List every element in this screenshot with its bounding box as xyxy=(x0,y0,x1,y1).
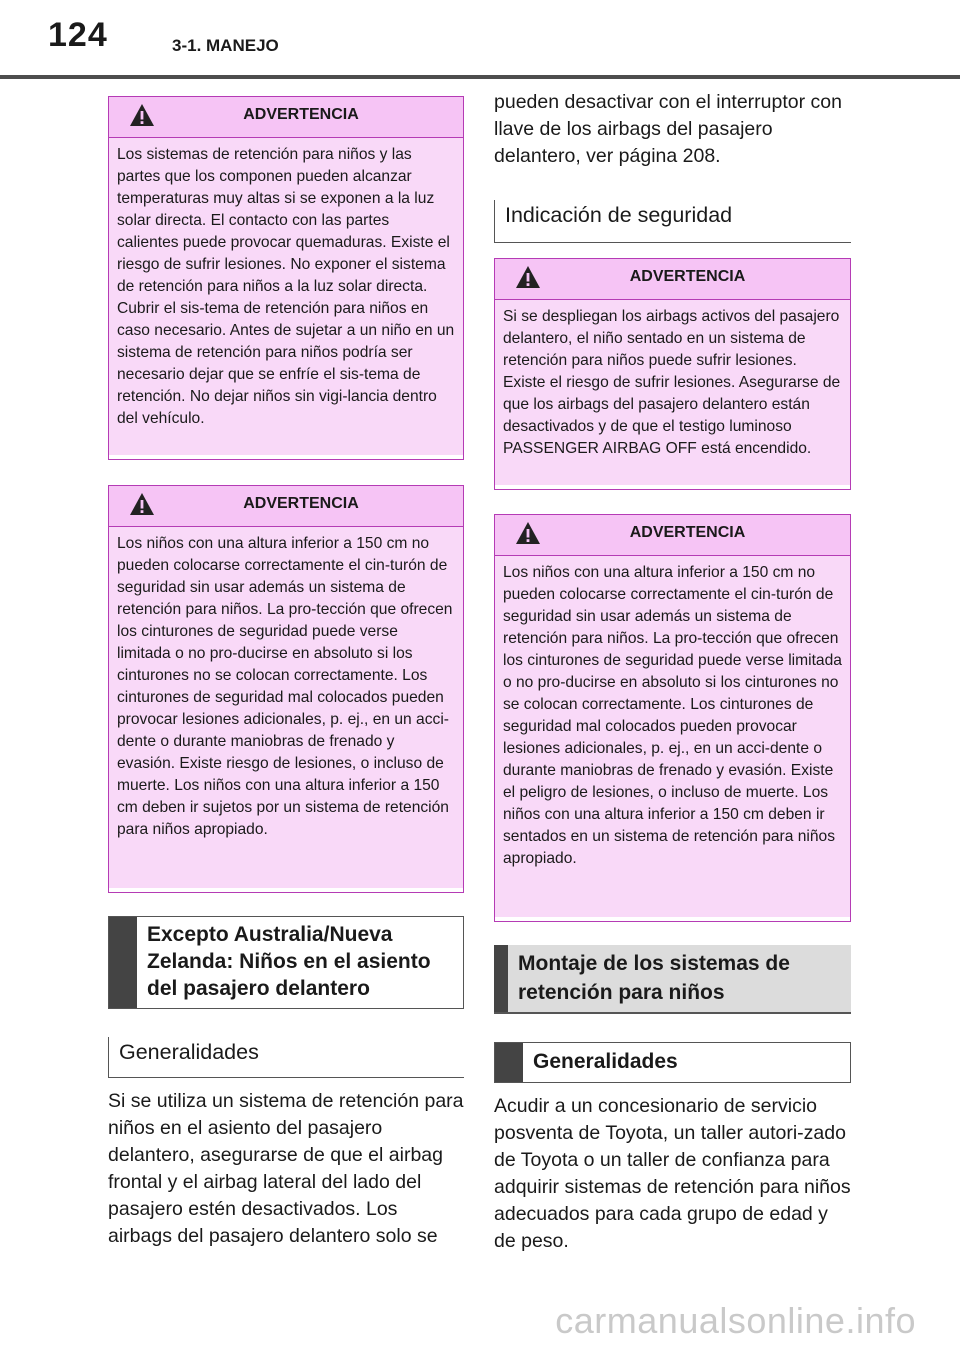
section-heading-text: Excepto Australia/Nueva Zelanda: Niños en el asiento del pasajero delantero xyxy=(147,923,431,1000)
warning-text: Los niños con una altura inferior a 150 cm no pueden colocarse correctamente el cin-turón de seguridad sin usar además un sistema de retención para niños. La pro-tección que ofrecen los cinturones de seguridad puede verse limitada o no pro-ducirse en absoluto si los cinturones no se colocan correctamente. Los cinturones de seguridad mal colocados pueden provocar lesiones adicionales, p. ej., en un acci-dente o durante maniobras de frenado y evasión. Existe el peligro de lesiones, o incluso de muerte. Los niños con una altura inferior a 150 cm deben ir sentados en un sistema de retención para niños apropiado. xyxy=(495,556,850,917)
sub-heading-text: Indicación de seguridad xyxy=(505,203,733,227)
body-paragraph: Acudir a un concesionario de servicio posventa de Toyota, un taller autori-zado de Toyota o un taller de confianza para adquirir sistemas de retención para niños adecuados para cada grupo de edad y de peso. xyxy=(494,1095,851,1252)
header-rule xyxy=(0,75,960,79)
warning-title: ADVERTENCIA xyxy=(243,495,359,512)
page-header xyxy=(0,0,960,80)
section-heading-text: Montaje de los sistemas de retención para niños xyxy=(518,952,790,1004)
warning-header xyxy=(109,486,463,527)
warning-text: Si se despliegan los airbags activos del pasajero delantero, el niño sentado en un sistema de retención para niños puede sufrir lesiones. Existe el riesgo de sufrir lesiones. Asegurarse de que los airbags del pasajero delantero están desactivados y de que el testigo luminoso PASSENGER AIRBAG OFF está encendido. xyxy=(495,300,850,485)
warning-box xyxy=(108,96,464,460)
body-paragraph: pueden desactivar con el interruptor con llave de los airbags del pasajero delantero, ver página 208. xyxy=(494,91,842,167)
sub-heading-text: Generalidades xyxy=(119,1040,259,1064)
warning-header xyxy=(109,97,463,138)
watermark: carmanualsonline.info xyxy=(555,1300,916,1341)
section-heading xyxy=(494,945,851,1014)
section-heading xyxy=(108,916,464,1009)
warning-header xyxy=(495,259,850,300)
warning-text: Los niños con una altura inferior a 150 cm no pueden colocarse correctamente el cin-turón de seguridad sin usar además un sistema de retención para niños. La pro-tección que ofrecen los cinturones de seguridad puede verse limitada o no pro-ducirse en absoluto si los cinturones no se colocan correctamente. Los cinturones de seguridad mal colocados pueden provocar lesiones adicionales, p. ej., en un acci-dente o durante maniobras de frenado y evasión. Existe riesgo de lesiones, o incluso de muerte. Los niños con una altura inferior a 150 cm deben ir sujetos por un sistema de retención para niños apropiado. xyxy=(109,527,463,888)
page-number: 124 xyxy=(48,16,108,54)
warning-text: Los sistemas de retención para niños y las partes que los componen pueden alcanzar temperaturas muy altas si se exponen a la luz solar directa. El contacto con las partes calientes puede provocar quemaduras. Existe el riesgo de sufrir lesiones. No exponer el sistema de retención para niños a la luz solar directa. Cubrir el sis-tema de retención para niños en caso necesario. Antes de sujetar a un niño en un sistema de retención para niños podría ser necesario dejar que se enfríe el sis-tema de retención. No dejar niños sin vigi-lancia dentro del vehículo. xyxy=(109,138,463,455)
sub-heading xyxy=(108,1037,464,1078)
warning-title: ADVERTENCIA xyxy=(243,106,359,123)
sub-heading xyxy=(494,200,851,243)
heading-bar xyxy=(494,945,508,1012)
section-heading-text: Generalidades xyxy=(533,1050,678,1073)
warning-title: ADVERTENCIA xyxy=(629,268,746,285)
section-heading xyxy=(494,1042,851,1083)
heading-bar xyxy=(109,917,137,1008)
body-paragraph: Si se utiliza un sistema de retención para niños en el asiento del pasajero delantero, asegurarse de que el airbag frontal y el airbag lateral del lado del pasajero estén desactivados. Los airbags del pasajero delantero solo se xyxy=(108,1090,464,1247)
warning-box xyxy=(108,485,464,893)
warning-title: ADVERTENCIA xyxy=(629,524,746,541)
heading-bar xyxy=(495,1043,523,1082)
warning-box xyxy=(494,258,851,490)
section-label: 3-1. MANEJO xyxy=(172,36,279,55)
warning-header xyxy=(495,515,850,556)
warning-box xyxy=(494,514,851,922)
